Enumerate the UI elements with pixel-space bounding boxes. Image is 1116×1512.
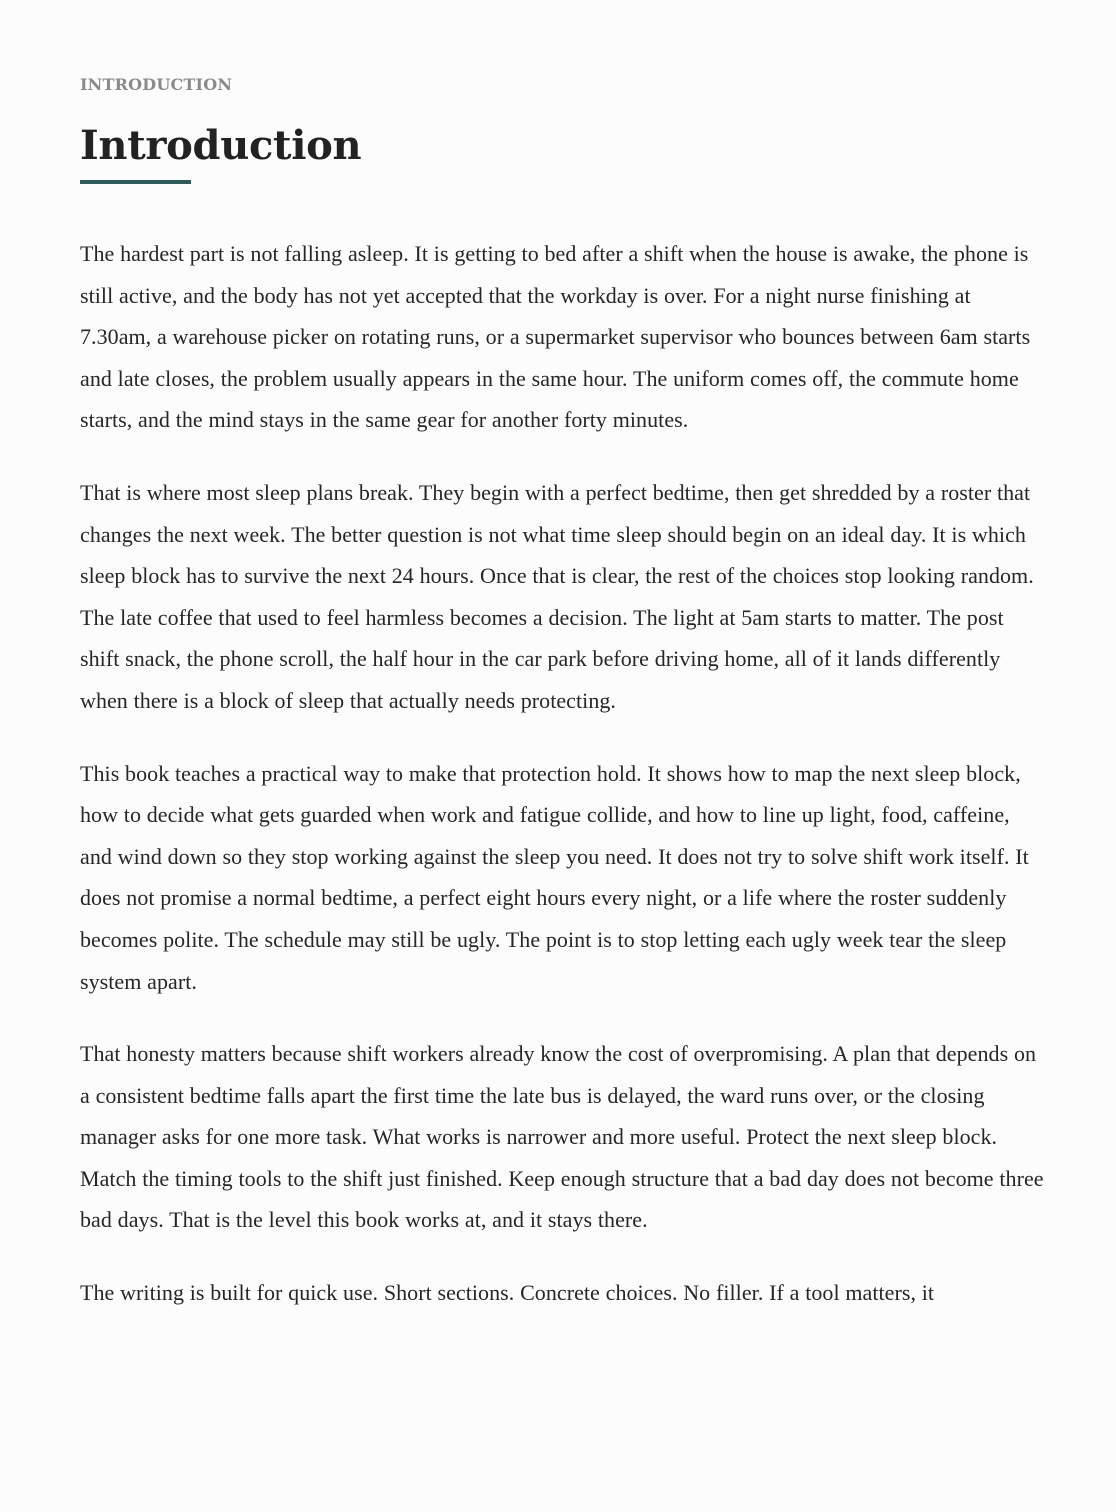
title-underline	[80, 180, 191, 184]
paragraph: That is where most sleep plans break. They begin with a perfect bedtime, then get shredded by a roster that changes the next week. The better question is not what time sleep should begin on an ideal day. It is which sleep block has to survive the next 24 hours. Once that is clear, the rest of the choices stop looking random. The late coffee that used to feel harmless becomes a decision. The light at 5am starts to matter. The post shift snack, the phone scroll, the half hour in the car park before driving home, all of it lands differently when there is a block of sleep that actually needs protecting.	[80, 479, 1034, 713]
paragraph: That honesty matters because shift workers already know the cost of overpromising. A plan that depends on a consistent bedtime falls apart the first time the late bus is delayed, the ward runs over, or the closing manager asks for one more task. What works is narrower and more useful. Protect the next sleep block. Match the timing tools to the shift just finished. Keep enough structure that a bad day does not become three bad days. That is the level this book works at, and it stays there.	[80, 1041, 1044, 1233]
paragraph: The writing is built for quick use. Short sections. Concrete choices. No filler. If a tool matters, it	[80, 1280, 935, 1306]
body-text	[80, 233, 1045, 1345]
chapter-title: Introduction	[80, 122, 362, 169]
paragraph: The hardest part is not falling asleep. It is getting to bed after a shift when the house is awake, the phone is still active, and the body has not yet accepted that the workday is over. For a night nurse finishing at 7.30am, a warehouse picker on rotating runs, or a supermarket supervisor who bounces between 6am starts and late closes, the problem usually appears in the same hour. The uniform comes off, the commute home starts, and the mind stays in the same gear for another forty minutes.	[80, 241, 1031, 433]
paragraph: This book teaches a practical way to make that protection hold. It shows how to map the next sleep block, how to decide what gets guarded when work and fatigue collide, and how to line up light, food, caffeine, and wind down so they stop working against the sleep you need. It does not try to solve shift work itself. It does not promise a normal bedtime, a perfect eight hours every night, or a life where the roster suddenly becomes polite. The schedule may still be ugly. The point is to stop letting each ugly week tear the sleep system apart.	[80, 760, 1029, 994]
section-label: INTRODUCTION	[80, 75, 233, 94]
